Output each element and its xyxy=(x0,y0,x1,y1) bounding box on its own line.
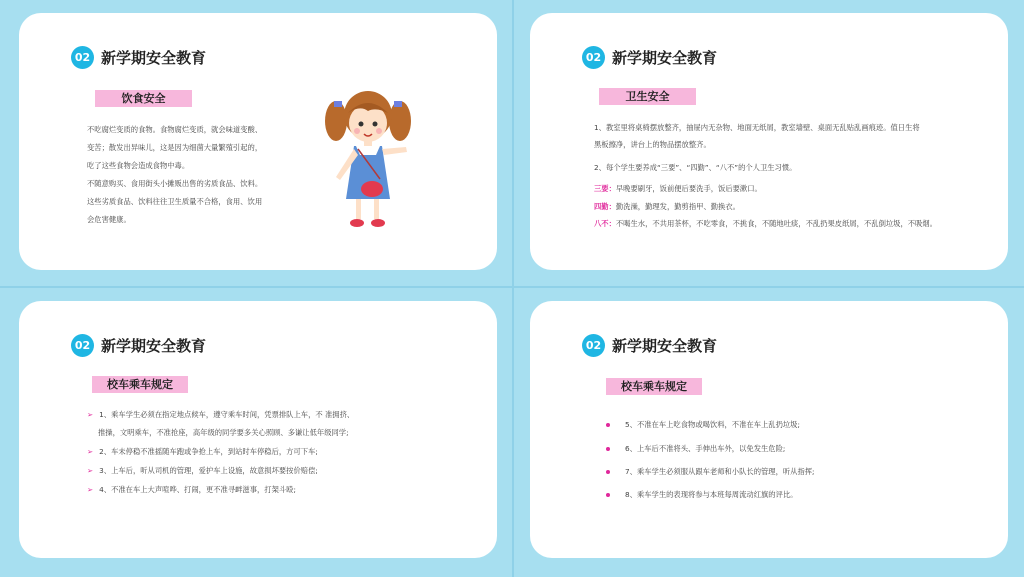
divider-vertical xyxy=(512,0,514,577)
slide-header xyxy=(71,334,206,357)
bullet-dot-icon xyxy=(606,493,610,497)
rule-value: 不喝生水，不共用茶杯，不吃零食，不挑食，不随地吐痰，不乱扔果皮纸屑，不乱倒垃圾，不吸烟。 xyxy=(615,219,937,228)
body-line: 会危害健康。 xyxy=(87,215,131,224)
section-tag: 校车乘车规定 xyxy=(606,378,702,395)
arrow-bullet-icon: ➢ xyxy=(87,466,94,475)
list-item: ➢ 3、上车后，听从司机的管理，爱护车上设施，故意损坏要按价赔偿; xyxy=(87,466,318,475)
slide-school-bus-rules-1[interactable] xyxy=(19,301,497,558)
bullet-dot-icon xyxy=(606,447,610,451)
bullet-dot-icon xyxy=(606,470,610,474)
body-line: 这些劣质食品、饮料往往卫生质量不合格，食用、饮用 xyxy=(87,197,263,206)
list-item-continued: 推操，文明乘车，不准抢座，高年级的同学要多关心照顾、多谦让低年级同学; xyxy=(98,428,349,437)
divider-horizontal xyxy=(0,286,1024,288)
section-tag: 校车乘车规定 xyxy=(92,376,188,393)
section-number-badge: 02 xyxy=(582,334,605,357)
body-line: 2、每个学生要养成“三要”、“四勤”、“八不”的个人卫生习惯。 xyxy=(594,163,797,172)
list-item: 7、乘车学生必须服从跟车老师和小队长的管理，听从指挥; xyxy=(625,467,815,476)
list-item: 5、不准在车上吃食物或喝饮料，不准在车上乱扔垃圾; xyxy=(625,420,800,429)
slide-food-safety[interactable] xyxy=(19,13,497,270)
bullet-dot-icon xyxy=(606,423,610,427)
list-item: ➢ 2、车未停稳不准摇随车跑或争抢上车，到站时车停稳后，方可下车; xyxy=(87,447,318,456)
section-tag: 饮食安全 xyxy=(95,90,192,107)
slide-title: 新学期安全教育 xyxy=(101,49,207,67)
slide-header xyxy=(582,46,717,69)
list-item: ➢ 1、乘车学生必须在指定地点候车，遵守乘车时间，凭票排队上车，不 准拥挤、 xyxy=(87,410,355,419)
slide-hygiene-safety[interactable] xyxy=(530,13,1008,270)
rule-key: 八不： xyxy=(594,219,616,228)
slide-header xyxy=(582,334,717,357)
section-tag: 卫生安全 xyxy=(599,88,696,105)
body-line: 变苦；散发出异味儿，这是因为细菌大量繁殖引起的， xyxy=(87,143,263,152)
slide-title: 新学期安全教育 xyxy=(101,337,207,355)
section-number-badge: 02 xyxy=(582,46,605,69)
slide-title: 新学期安全教育 xyxy=(612,49,718,67)
arrow-bullet-icon: ➢ xyxy=(87,485,94,494)
rule-value: 早晚要刷牙，饭前便后要洗手，饭后要漱口。 xyxy=(615,184,762,193)
arrow-bullet-icon: ➢ xyxy=(87,447,94,456)
body-line: 吃了这些食物会造成食物中毒。 xyxy=(87,161,190,170)
slide-school-bus-rules-2[interactable] xyxy=(530,301,1008,558)
list-item: ➢ 4、不准在车上大声喧哗、打闹，更不准寻衅滋事，打架斗殴; xyxy=(87,485,296,494)
body-line: 不吃腐烂变质的食物。食物腐烂变质，就会味道变酸、 xyxy=(87,125,263,134)
slide-title: 新学期安全教育 xyxy=(612,337,718,355)
slide-header xyxy=(71,46,206,69)
rule-three-musts xyxy=(594,184,762,194)
rule-four-diligences xyxy=(594,202,740,212)
body-line: 黑板擦净，讲台上的物品摆放整齐。 xyxy=(594,140,711,149)
rule-value: 勤洗澡，勤理发，勤剪指甲、勤换衣。 xyxy=(615,202,740,211)
body-line: 不随意购买、食用街头小摊贩出售的劣质食品、饮料。 xyxy=(87,179,263,188)
rule-eight-donts xyxy=(594,219,937,229)
arrow-bullet-icon: ➢ xyxy=(87,410,94,419)
list-item: 8、乘车学生的表现将参与本班每周流动红旗的评比。 xyxy=(625,490,798,499)
rule-key: 三要： xyxy=(594,184,616,193)
body-line: 1、教室里将桌椅摆放整齐，抽屉内无杂物、地面无纸屑，教室墙壁、桌面无乱贴乱画痕迹。值日生将 xyxy=(594,123,920,132)
section-number-badge: 02 xyxy=(71,334,94,357)
section-number-badge: 02 xyxy=(71,46,94,69)
rule-key: 四勤： xyxy=(594,202,616,211)
girl-illustration xyxy=(314,81,424,231)
list-item: 6、上车后不准将头、手伸出车外，以免发生危险; xyxy=(625,444,786,453)
